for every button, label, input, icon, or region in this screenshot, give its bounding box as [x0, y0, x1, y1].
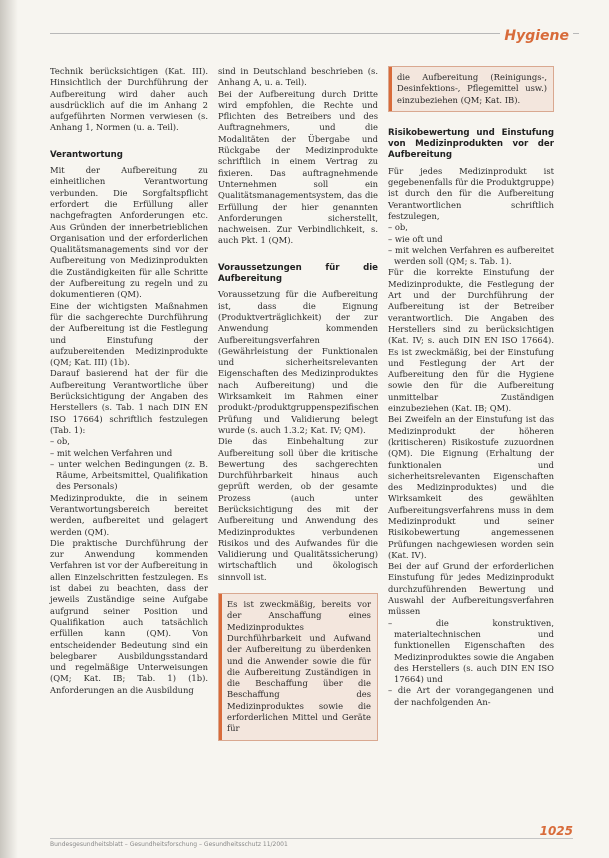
- footer-citation: Bundesgesundheitsblatt – Gesundheitsforschung – Gesundheitsschutz 11/2001: [50, 841, 288, 848]
- paragraph: Für jedes Medizinprodukt ist gegebenenfalls für die Produktgruppe) ist durch den für die Aufbereitung Verantwortlichen schriftlich festzulegen,: [388, 165, 554, 221]
- subheading: Risikobewertung und Einstufung von Medizinprodukten vor der Aufbereitung: [388, 127, 554, 161]
- paragraph: Für die korrekte Einstufung der Medizinprodukte, die Festlegung der Art und der Durchführung der Aufbereitung ist der Betreiber verantwortlich. Die Angaben des Herstellers sind zu berücksichtigen (Kat. IV; s. auch DIN EN ISO 17664). Es ist zweckmäßig, bei der Einstufung und Festlegung der Art der Aufbereitung den für die Hygiene sowie den für die Aufbereitung unmittelbar Zuständigen einzubeziehen (Kat. IB; QM).: [388, 267, 554, 414]
- list-item: – ob,: [50, 436, 70, 447]
- paragraph: Die praktische Durchführung der zur Anwendung kommenden Verfahren ist vor der Aufbereitung in allen Einzelschritten festzulegen. Es ist dabei zu beachten, dass der jeweils Zuständige seine Aufgabe aufgrund seiner Position und Qualifikation auch tatsächlich erfüllen kann (QM). Von entscheidender Bedeutung sind ein belegbarer Ausbildungsstandard und regelmäßige Unterweisungen (QM; Kat. IB; Tab. 1) (1b). Anforderungen an die Ausbildung: [50, 537, 208, 695]
- paragraph: sind in Deutschland beschrieben (s. Anhang A, u. a. Teil).: [218, 66, 378, 88]
- page-shadow: [0, 0, 18, 858]
- box-text: die Aufbereitung (Reinigungs-, Desinfektions-, Pflegemittel usw.) einzubeziehen (QM; Kat. IB).: [397, 72, 547, 105]
- page-number: 1025: [539, 824, 573, 838]
- paragraph: Voraussetzung für die Aufbereitung ist, dass die Eignung (Produktverträglichkeit) der zur Anwendung kommenden Aufbereitungsverfahren (Gewährleistung der Funktionalen und sicherheitsrelevanten Eigenschaften des Medizinproduktes nach Aufbereitung) und die Wirksamkeit im Rahmen einer produkt-/produktgruppenspezifischen Prüfung und Validierung belegt wurde (s. auch 1.3.2; Kat. IV; QM).: [218, 289, 379, 435]
- list-item: – die Art der vorangegangenen und der nachfolgenden An-: [388, 685, 554, 707]
- highlight-box: [388, 66, 554, 112]
- paragraph: Mit der Aufbereitung zu einheitlichen Verantwortung verbunden. Die Sorgfaltspflicht erfordert die Erfüllung aller nachgefragten Anforderungen etc. Aus Gründen der innerbetrieblichen Organisation und der erforderlichen Qualitätsmanagements sind vor der Aufbereitung von Medizinprodukten die Zuständigkeiten für alle Schritte der Aufbereitung zu regeln und zu dokumentieren (QM).: [50, 165, 208, 300]
- paragraph: Eine der wichtigsten Maßnahmen für die sachgerechte Durchführung der Aufbereitung ist die Festlegung und Einstufung der aufzubereitenden Medizinprodukte (QM; Kat. III) (1b).: [50, 300, 208, 368]
- paragraph: Technik berücksichtigen (Kat. III). Hinsichtlich der Durchführung der Aufbereitung wird daher auch ausdrücklich auf die im Anhang 2 aufgeführten Normen verwiesen (s. Anhang 1, Normen (u. a. Teil).: [50, 66, 208, 133]
- paragraph: Darauf basierend hat der für die Aufbereitung Verantwortliche über Berücksichtigung der Angaben des Herstellers (s. Tab. 1 nach DIN EN ISO 17664) schriftlich festzulegen (Tab. 1):: [50, 368, 208, 435]
- column-2: [218, 66, 378, 741]
- box-text: Es ist zweckmäßig, bereits vor der Anschaffung eines Medizinproduktes Durchführbarkeit und Aufwand der Aufbereitung zu überdenken und die Anwender sowie die für die Aufbereitung Zuständigen in die Beschaffung über die Beschaffung des Medizinproduktes sowie die erforderlichen Mittel und Geräte für: [227, 599, 371, 734]
- column-1: [50, 66, 208, 696]
- paragraph: Medizinprodukte, die in seinem Verantwortungsbereich bereitet werden, aufbereitet und gelagert werden (QM).: [50, 492, 208, 537]
- subheading: Verantwortung: [50, 149, 123, 160]
- subheading: Voraussetzungen für die Aufbereitung: [218, 262, 378, 285]
- list-item: – mit welchen Verfahren es aufbereitet werden soll (QM; s. Tab. 1).: [388, 244, 554, 267]
- paragraph: Die das Einbehaltung zur Aufbereitung soll über die kritische Bewertung des sachgerechten Durchführbarkeit hinaus auch geprüft werden, ob der gesamte Prozess (auch unter Berücksichtigung des mit der Aufbereitung und Anwendung des Medizinproduktes verbundenen Risikos und des Aufwandes für die Validierung und Qualitätssicherung) wirtschaftlich und ökologisch sinnvoll ist.: [218, 436, 378, 582]
- list-item: – die konstruktiven, materialtechnischen und funktionellen Eigenschaften des Medizinproduktes sowie die Angaben des Herstellers (s. auch DIN EN ISO 17664) und: [388, 617, 554, 685]
- list-item: – ob,: [388, 222, 408, 233]
- list-item: – unter welchen Bedingungen (z. B. Räume, Arbeitsmittel, Qualifikation des Personals): [50, 458, 208, 492]
- list-item: – mit welchen Verfahren und: [50, 447, 173, 458]
- paragraph: Bei der auf Grund der erforderlichen Einstufung für jedes Medizinprodukt durchzuführenden Bewertung und Auswahl der Aufbereitungsverfahren müssen: [388, 561, 554, 617]
- paragraph: Bei der Aufbereitung durch Dritte wird empfohlen, die Rechte und Pflichten des Betreibers und des Auftragnehmers, und die Modalitäten der Übergabe und Rückgabe der Medizinprodukte schriftlich in einem Vertrag zu fixieren. Das auftragnehmende Unternehmen soll ein Qualitätsmanagementsystem, das die Erfüllung der hier genannten Anforderungen sicherstellt, nachweisen. Zur Verbindlichkeit, s. auch Pkt. 1 (QM).: [218, 88, 378, 246]
- highlight-box: [218, 593, 378, 741]
- column-3: [388, 66, 554, 708]
- list-item: – wie oft und: [388, 233, 443, 244]
- footer-rule: [50, 838, 573, 839]
- paragraph: Bei Zweifeln an der Einstufung ist das Medizinprodukt der höheren (kritischeren) Risikostufe zuzuordnen (QM). Die Eignung (Erhaltung der funktionalen und sicherheitsrelevanten Eigenschaften des Medizinproduktes) und die Wirksamkeit des gewählten Aufbereitungsverfahrens muss in dem Medizinprodukt und seiner Risikobewertung angemessenen Prüfungen nachgewiesen worden sein (Kat. IV).: [388, 414, 554, 560]
- section-title: Hygiene: [500, 28, 573, 44]
